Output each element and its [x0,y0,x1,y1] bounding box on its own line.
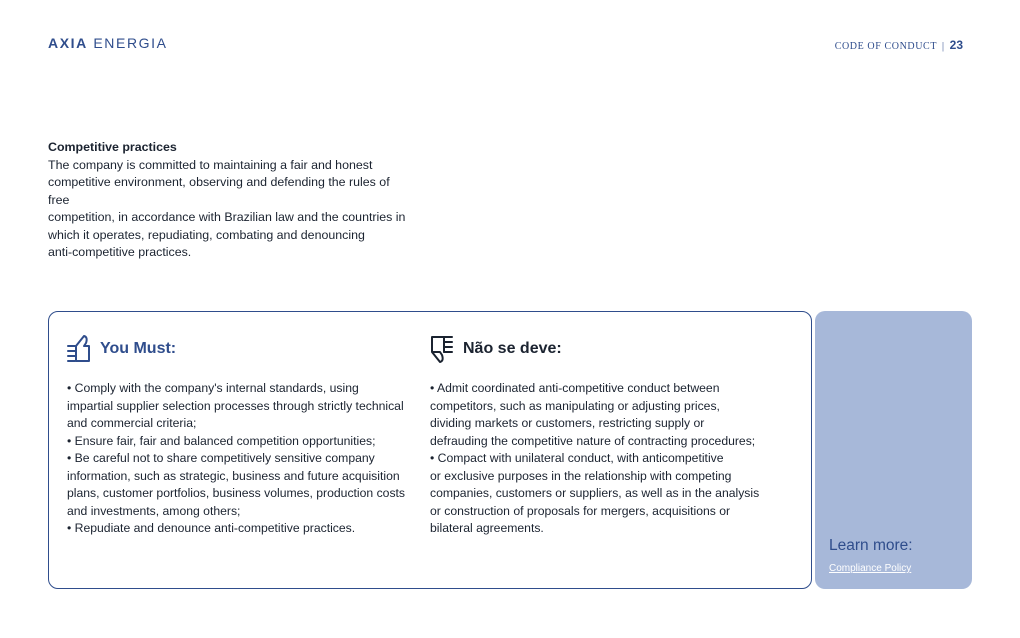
must-not-column [430,332,760,538]
dos-and-donts-panel [48,311,812,589]
section-heading: Competitive practices [48,140,177,154]
intro-line: anti-competitive practices. [48,245,192,259]
intro-line: The company is committed to maintaining a fair and honest [48,157,373,172]
intro-line: competition, in accordance with Brazilian law and the countries in [48,210,406,224]
intro-line: competitive environment, observing and defending the rules of free [48,175,390,207]
list-item: plans, customer portfolios, business volumes, production costs [67,486,406,500]
list-item: competitors, such as manipulating or adjusting prices, [430,398,720,413]
must-list [67,380,407,538]
list-item: and investments, among others; [67,503,241,518]
list-item: • Ensure fair, fair and balanced competition opportunities; [67,433,376,448]
list-item: and commercial criteria; [67,416,197,430]
list-item: or construction of proposals for mergers, acquisitions or [430,503,731,518]
learn-more-title: Learn more: [829,537,913,554]
thumbs-down-icon [430,334,454,364]
list-item: information, such as strategic, business and future acquisition [67,468,400,483]
intro-section [48,139,408,262]
must-not-list [430,380,760,538]
brand-logo-rest: ENERGIA [93,35,168,51]
learn-more-panel [815,311,972,589]
must-not-header [430,332,760,366]
list-item: bilateral agreements. [430,521,544,535]
must-not-title: Não se deve: [463,340,562,357]
list-item: impartial supplier selection processes through strictly technical [67,398,404,413]
list-item: defrauding the competitive nature of contracting procedures; [430,433,756,448]
must-column [67,332,407,538]
header-separator: | [942,41,945,52]
thumbs-up-icon [67,334,91,364]
must-title: You Must: [100,340,177,357]
list-item: • Comply with the company's internal standards, using [67,381,359,395]
list-item: • Be careful not to share competitively sensitive company [67,451,375,465]
brand-logo-bold: AXIA [48,35,88,51]
section-name: CODE OF CONDUCT [834,41,938,52]
list-item: • Compact with unilateral conduct, with anticompetitive [430,451,724,465]
list-item: companies, customers or suppliers, as well as in the analysis [430,486,760,500]
list-item: • Admit coordinated anti-competitive conduct between [430,381,720,395]
brand-logo [48,35,168,51]
running-header [835,38,963,52]
compliance-policy-link[interactable]: Compliance Policy [829,563,912,574]
must-header [67,332,407,366]
list-item: or exclusive purposes in the relationship with competing [430,468,732,483]
intro-line: which it operates, repudiating, combating and denouncing [48,227,365,242]
list-item: dividing markets or customers, restricting supply or [430,416,705,430]
list-item: • Repudiate and denounce anti-competitive practices. [67,521,356,535]
page-number: 23 [949,38,963,52]
